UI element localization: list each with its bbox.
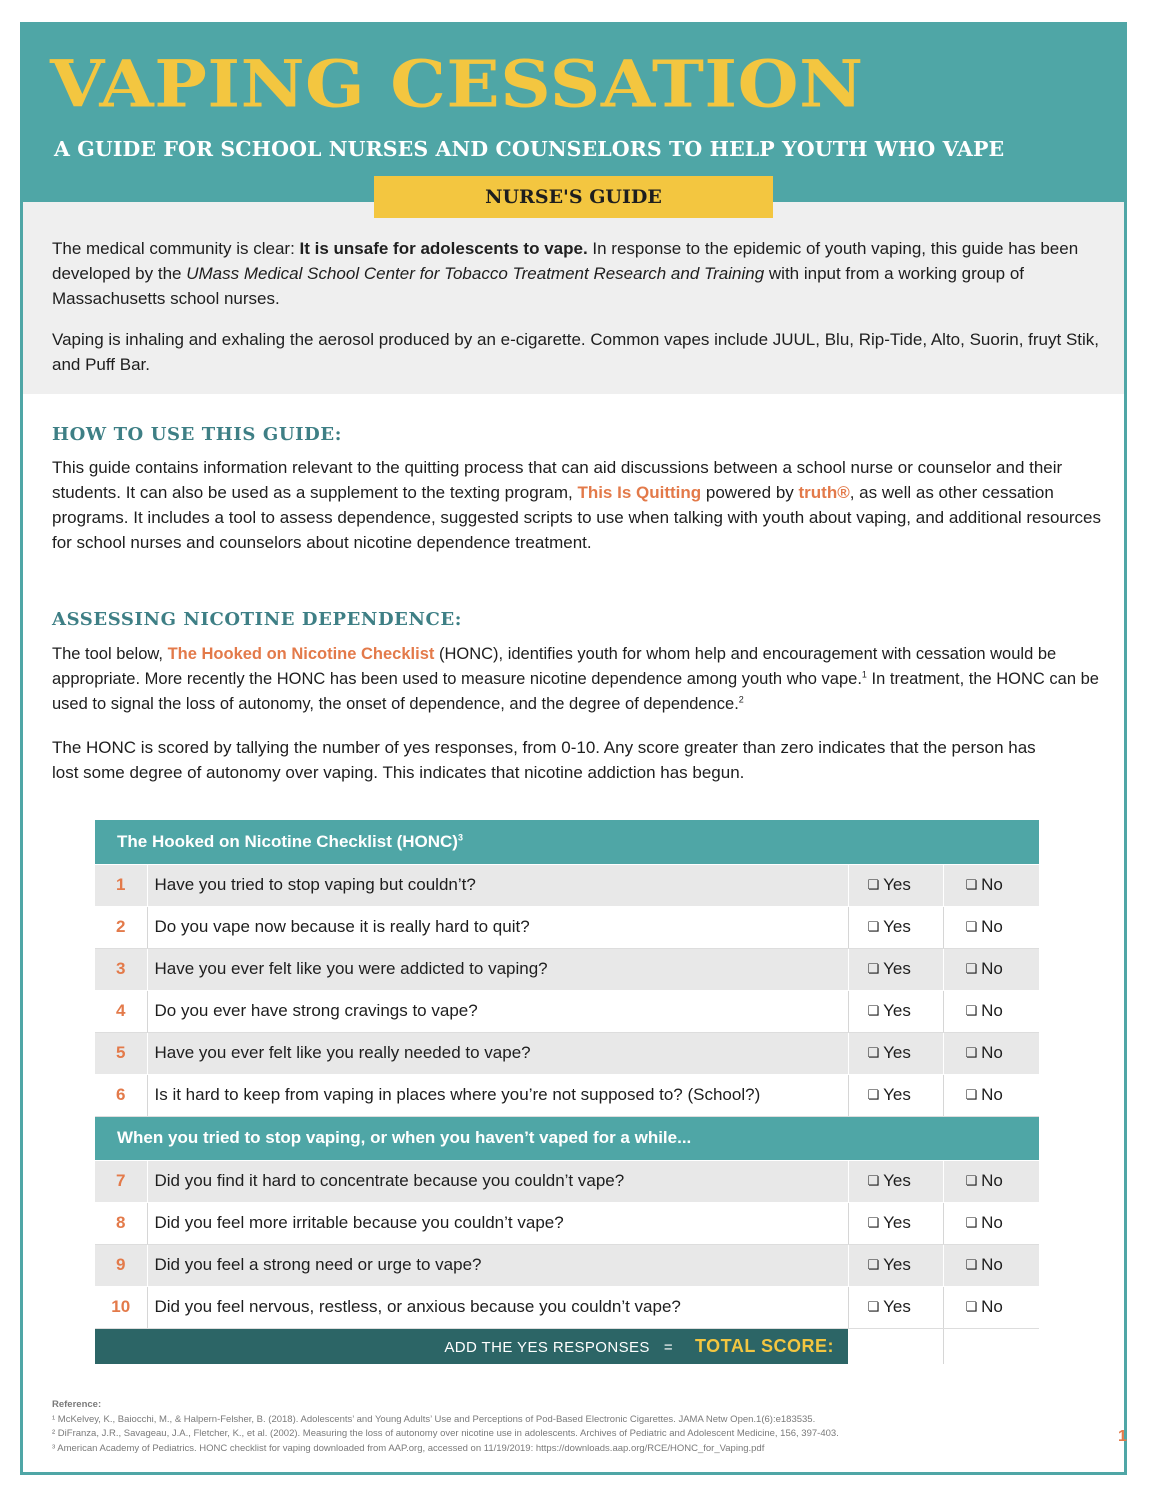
- question-number: 7: [95, 1160, 147, 1202]
- honc-question-row: [95, 990, 1039, 1032]
- no-option[interactable]: [943, 948, 1039, 990]
- question-text: Have you ever felt like you were addicted to vaping?: [147, 948, 848, 990]
- assessing-paragraph-2: The HONC is scored by tallying the number of yes responses, from 0-10. Any score greater than zero indicates that the person has lost some degree of autonomy over vaping. This indicates that nicotine addiction has begun.: [52, 738, 1036, 782]
- yes-option[interactable]: [848, 864, 943, 906]
- no-option[interactable]: [943, 1202, 1039, 1244]
- yes-option[interactable]: [848, 990, 943, 1032]
- checkbox-icon[interactable]: ❏: [965, 877, 978, 892]
- question-number: 10: [95, 1286, 147, 1328]
- yes-option[interactable]: [848, 948, 943, 990]
- no-option[interactable]: [943, 1286, 1039, 1328]
- honc-question-row: [95, 906, 1039, 948]
- question-number: 9: [95, 1244, 147, 1286]
- total-score-label: [95, 1328, 848, 1364]
- document-subtitle: A GUIDE FOR SCHOOL NURSES AND COUNSELORS TO HELP YOUTH WHO VAPE: [54, 137, 1005, 161]
- question-number: 4: [95, 990, 147, 1032]
- yes-option-label: Yes: [883, 1043, 911, 1062]
- intro-panel: [23, 202, 1124, 394]
- yes-option[interactable]: [848, 1244, 943, 1286]
- question-number: 6: [95, 1074, 147, 1116]
- truth-link[interactable]: truth®: [798, 483, 850, 502]
- how-to-use-heading: HOW TO USE THIS GUIDE:: [52, 424, 342, 445]
- no-option-label: No: [981, 1043, 1003, 1062]
- question-text: Did you feel more irritable because you couldn’t vape?: [147, 1202, 848, 1244]
- assessing-paragraph-1: The tool below, The Hooked on Nicotine Checklist (HONC), identifies youth for whom help and encouragement with cessation would be appropriate. More recently the HONC has been used to measure nicotine dependence among youth who vape.$^1$ In treatment, the HONC can be used to signal the loss of autonomy, the onset of dependence, and the degree of dependence.$^2$: [52, 645, 1099, 713]
- honc-link[interactable]: The Hooked on Nicotine Checklist: [167, 645, 435, 663]
- checkbox-icon[interactable]: ❏: [867, 1257, 880, 1272]
- reference-3: ³ American Academy of Pediatrics. HONC checklist for vaping downloaded from AAP.org, accessed on 11/19/2019: https://downloads.aap.org/RCE/HONC_for_Vaping.pdf: [52, 1442, 765, 1454]
- total-score-field[interactable]: [848, 1328, 943, 1364]
- this-is-quitting-link[interactable]: This Is Quitting: [577, 483, 702, 502]
- intro-paragraph-1: The medical community is clear: It is unsafe for adolescents to vape. In response to the epidemic of youth vaping, this guide has been developed by the UMass Medical School Center for Tobacco Treatment Research and Training with input from a working group of Massachusetts school nurses.: [52, 239, 1079, 308]
- assessing-heading: ASSESSING NICOTINE DEPENDENCE:: [52, 609, 463, 630]
- honc-subheader: When you tried to stop vaping, or when you haven’t vaped for a while...: [95, 1116, 1039, 1160]
- question-text: Did you find it hard to concentrate because you couldn’t vape?: [147, 1160, 848, 1202]
- yes-option-label: Yes: [883, 875, 911, 894]
- question-text: Do you ever have strong cravings to vape?: [147, 990, 848, 1032]
- checkbox-icon[interactable]: ❏: [965, 1257, 978, 1272]
- yes-option-label: Yes: [883, 1255, 911, 1274]
- yes-option[interactable]: [848, 1074, 943, 1116]
- no-option[interactable]: [943, 1160, 1039, 1202]
- question-number: 1: [95, 864, 147, 906]
- reference-2: ² DiFranza, J.R., Savageau, J.A., Fletcher, K., et al. (2002). Measuring the loss of autonomy over nicotine use in adolescents. Archives of Pediatric and Adolescent Medicine, 156, 397-403.: [52, 1428, 839, 1439]
- no-option[interactable]: [943, 906, 1039, 948]
- honc-question-row: [95, 948, 1039, 990]
- question-text: Did you feel a strong need or urge to vape?: [147, 1244, 848, 1286]
- references: [52, 1398, 1102, 1456]
- honc-question-row: [95, 1244, 1039, 1286]
- yes-option-label: Yes: [883, 959, 911, 978]
- checkbox-icon[interactable]: ❏: [867, 1045, 880, 1060]
- honc-checklist-table: [95, 820, 1039, 1364]
- honc-question-row: [95, 1286, 1039, 1328]
- no-option-label: No: [981, 1213, 1003, 1232]
- checkbox-icon[interactable]: ❏: [965, 1003, 978, 1018]
- no-option-label: No: [981, 1255, 1003, 1274]
- checkbox-icon[interactable]: ❏: [965, 1299, 978, 1314]
- honc-subheader-row: [95, 1116, 1039, 1160]
- checkbox-icon[interactable]: ❏: [867, 919, 880, 934]
- no-option[interactable]: [943, 1032, 1039, 1074]
- no-option-label: No: [981, 959, 1003, 978]
- checkbox-icon[interactable]: ❏: [867, 1215, 880, 1230]
- honc-question-row: [95, 1032, 1039, 1074]
- document-title: VAPING CESSATION: [50, 45, 864, 122]
- honc-question-row: [95, 864, 1039, 906]
- no-option[interactable]: [943, 1244, 1039, 1286]
- checkbox-icon[interactable]: ❏: [965, 1045, 978, 1060]
- no-option-label: No: [981, 1001, 1003, 1020]
- honc-question-row: [95, 1202, 1039, 1244]
- no-option-label: No: [981, 1085, 1003, 1104]
- checkbox-icon[interactable]: ❏: [867, 1173, 880, 1188]
- references-title: Reference:: [52, 1399, 102, 1410]
- footnote-marker-3: 3: [457, 832, 463, 843]
- checkbox-icon[interactable]: ❏: [965, 1215, 978, 1230]
- yes-option[interactable]: [848, 1202, 943, 1244]
- total-score-blank: [943, 1328, 1039, 1364]
- footnote-marker-1: 1: [861, 669, 867, 680]
- question-number: 8: [95, 1202, 147, 1244]
- no-option[interactable]: [943, 1074, 1039, 1116]
- question-number: 3: [95, 948, 147, 990]
- intro-organization: UMass Medical School Center for Tobacco Treatment Research and Training: [186, 264, 765, 283]
- checkbox-icon[interactable]: ❏: [867, 1087, 880, 1102]
- checkbox-icon[interactable]: ❏: [867, 877, 880, 892]
- yes-option-label: Yes: [883, 1001, 911, 1020]
- intro-emphasis: It is unsafe for adolescents to vape.: [299, 239, 588, 258]
- yes-option-label: Yes: [883, 1171, 911, 1190]
- honc-total-row: [95, 1328, 1039, 1364]
- question-text: Is it hard to keep from vaping in places where you’re not supposed to? (School?): [147, 1074, 848, 1116]
- reference-1: ¹ McKelvey, K., Baiocchi, M., & Halpern-Felsher, B. (2018). Adolescents’ and Young Adults’ Use and Perceptions of Pod-Based Electronic Cigarettes. JAMA Netw Open.1(6):e183535.: [52, 1413, 816, 1425]
- question-text: Have you ever felt like you really needed to vape?: [147, 1032, 848, 1074]
- honc-header: The Hooked on Nicotine Checklist (HONC)$^3$: [95, 820, 1039, 864]
- checkbox-icon[interactable]: ❏: [965, 1173, 978, 1188]
- no-option[interactable]: [943, 990, 1039, 1032]
- yes-option-label: Yes: [883, 1297, 911, 1316]
- yes-option[interactable]: [848, 1032, 943, 1074]
- question-text: Have you tried to stop vaping but couldn’t?: [147, 864, 848, 906]
- page-number: 1: [1118, 1428, 1127, 1445]
- yes-option[interactable]: [848, 1160, 943, 1202]
- intro-paragraph-2: Vaping is inhaling and exhaling the aerosol produced by an e-cigarette. Common vapes include JUUL, Blu, Rip-Tide, Alto, Suorin, fruyt Stik, and Puff Bar.: [52, 330, 1100, 374]
- checkbox-icon[interactable]: ❏: [965, 919, 978, 934]
- question-number: 5: [95, 1032, 147, 1074]
- honc-question-row: [95, 1074, 1039, 1116]
- equals-sign: =: [663, 1338, 673, 1356]
- how-to-use-paragraph: This guide contains information relevant to the quitting process that can aid discussions between a school nurse or counselor and their students. It can also be used as a supplement to the texting program, This Is Quitting powered by truth®, as well as other cessation programs. It includes a tool to assess dependence, suggested scripts to use when talking with youth about vaping, and additional resources for school nurses and counselors about nicotine dependence treatment.: [52, 458, 1101, 552]
- no-option-label: No: [981, 875, 1003, 894]
- checkbox-icon[interactable]: ❏: [867, 961, 880, 976]
- yes-option-label: Yes: [883, 1213, 911, 1232]
- question-number: 2: [95, 906, 147, 948]
- checkbox-icon[interactable]: ❏: [965, 961, 978, 976]
- no-option[interactable]: [943, 864, 1039, 906]
- honc-header-row: [95, 820, 1039, 864]
- yes-option-label: Yes: [883, 1085, 911, 1104]
- question-text: Did you feel nervous, restless, or anxious because you couldn’t vape?: [147, 1286, 848, 1328]
- no-option-label: No: [981, 1171, 1003, 1190]
- yes-option[interactable]: [848, 906, 943, 948]
- honc-question-row: [95, 1160, 1039, 1202]
- yes-option[interactable]: [848, 1286, 943, 1328]
- add-yes-responses-label: ADD THE YES RESPONSES: [444, 1338, 650, 1356]
- checkbox-icon[interactable]: ❏: [965, 1087, 978, 1102]
- checkbox-icon[interactable]: ❏: [867, 1003, 880, 1018]
- checkbox-icon[interactable]: ❏: [867, 1299, 880, 1314]
- question-text: Do you vape now because it is really hard to quit?: [147, 906, 848, 948]
- footnote-marker-2: 2: [738, 694, 744, 705]
- no-option-label: No: [981, 1297, 1003, 1316]
- no-option-label: No: [981, 917, 1003, 936]
- total-score-text: TOTAL SCORE:: [694, 1335, 834, 1356]
- yes-option-label: Yes: [883, 917, 911, 936]
- nurses-guide-badge: NURSE'S GUIDE: [374, 176, 773, 218]
